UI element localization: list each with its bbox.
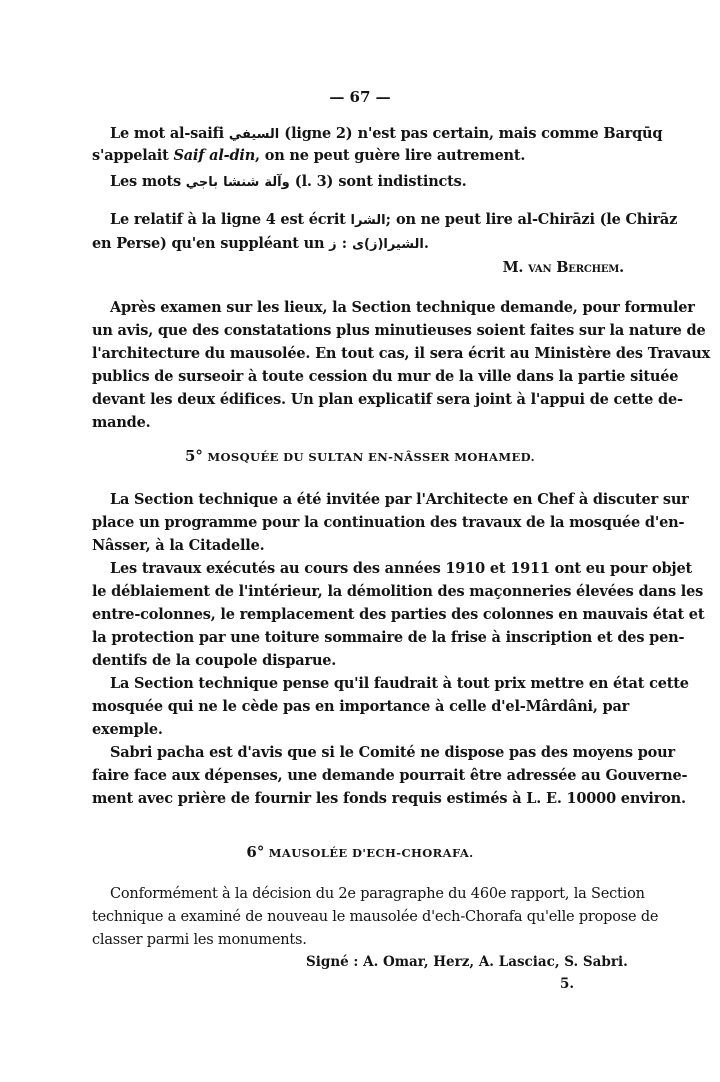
text-run: . <box>423 235 429 252</box>
paragraph-line: entre-colonnes, le remplacement des parties des colonnes en mauvais état et <box>92 606 705 623</box>
arabic-text: الشيرا(ز)ى <box>352 237 424 252</box>
section-title: MAUSOLÉE D'ECH-CHORAFA. <box>268 846 474 860</box>
text-run: en Perse) qu'en suppléant un <box>92 235 330 252</box>
paragraph-line: Les travaux exécutés au cours des années 1910 et 1911 ont eu pour objet <box>110 560 692 577</box>
arabic-text: وآلة <box>264 175 290 190</box>
text-run: s'appelait <box>92 147 174 164</box>
note-line: en Perse) qu'en suppléant un ز : الشيرا(ز)ى. <box>92 235 429 252</box>
signature-mark: 5. <box>560 976 575 992</box>
paragraph-line: La Section technique a été invitée par l'Architecte en Chef à discuter sur <box>110 491 689 508</box>
arabic-text: السيفي <box>228 127 280 142</box>
paragraph-line: technique a examiné de nouveau le mausolée d'ech-Chorafa qu'elle propose de <box>92 909 659 925</box>
arabic-text: شنشا <box>223 175 260 190</box>
signatories: Signé : A. Omar, Herz, A. Lasciac, S. Sabri. <box>306 954 628 970</box>
paragraph-line: publics de surseoir à toute cession du mur de la ville dans la partie située <box>92 368 679 385</box>
paragraph-line: ment avec prière de fournir les fonds requis estimés à L. E. 10000 environ. <box>92 790 686 807</box>
paragraph-line: Nâsser, à la Citadelle. <box>92 537 265 554</box>
text-run: Le mot al-saifi <box>110 125 229 142</box>
note-line <box>92 146 525 166</box>
paragraph-line: un avis, que des constatations plus minutieuses soient faites sur la nature de <box>92 322 706 339</box>
section-heading <box>0 447 720 465</box>
note-line <box>110 172 466 193</box>
paragraph-line: La Section technique pense qu'il faudrait à tout prix mettre en état cette <box>110 675 689 692</box>
text-run: (ligne 2) n'est pas certain, mais comme Barqūq <box>279 125 663 142</box>
paragraph-line: classer parmi les monuments. <box>92 932 307 948</box>
note-line <box>110 210 678 231</box>
arabic-text: باجي <box>185 175 219 190</box>
paragraph-line: exemple. <box>92 721 163 738</box>
section-number: 6° <box>246 843 265 861</box>
paragraph-line: mosquée qui ne le cède pas en importance à celle d'el-Mârdâni, par <box>92 698 630 715</box>
italic-name: Saif al-din <box>173 147 256 164</box>
author-signature: M. van Berchem. <box>502 259 624 276</box>
section-title: MOSQUÉE DU SULTAN EN-NÂSSER MOHAMED. <box>207 450 535 464</box>
paragraph-line: devant les deux édifices. Un plan explicatif sera joint à l'appui de cette de- <box>92 391 683 408</box>
page-number: — 67 — <box>329 88 391 106</box>
paragraph-line: faire face aux dépenses, une demande pourrait être adressée au Gouverne- <box>92 767 688 784</box>
text-run: Les mots <box>110 173 186 190</box>
paragraph-line: dentifs de la coupole disparue. <box>92 652 337 669</box>
paragraph-line: l'architecture du mausolée. En tout cas, il sera écrit au Ministère des Travaux <box>92 345 711 362</box>
paragraph-line: place un programme pour la continuation des travaux de la mosquée d'en- <box>92 514 685 531</box>
text-run: ; on ne peut lire al-Chirāzi (le Chirāz <box>385 211 678 228</box>
text-run: Le relatif à la ligne 4 est écrit <box>110 211 351 228</box>
text-run: (l. 3) sont indistincts. <box>289 173 467 190</box>
note-line <box>110 124 663 145</box>
text-run: , on ne peut guère lire autrement. <box>255 147 526 164</box>
section-number: 5° <box>185 447 203 465</box>
arabic-text: ز <box>329 237 337 252</box>
paragraph-line: Après examen sur les lieux, la Section technique demande, pour formuler <box>110 299 695 316</box>
paragraph-line: la protection par une toiture sommaire de la frise à inscription et des pen- <box>92 629 685 646</box>
paragraph-line: mande. <box>92 414 151 431</box>
paragraph-line: Sabri pacha est d'avis que si le Comité ne dispose pas des moyens pour <box>110 744 675 761</box>
paragraph-line: Conformément à la décision du 2e paragraphe du 460e rapport, la Section <box>110 886 645 902</box>
section-heading <box>0 843 720 861</box>
arabic-text: الشرا <box>350 213 386 228</box>
paragraph-line: le déblaiement de l'intérieur, la démolition des maçonneries élevées dans les <box>92 583 704 600</box>
